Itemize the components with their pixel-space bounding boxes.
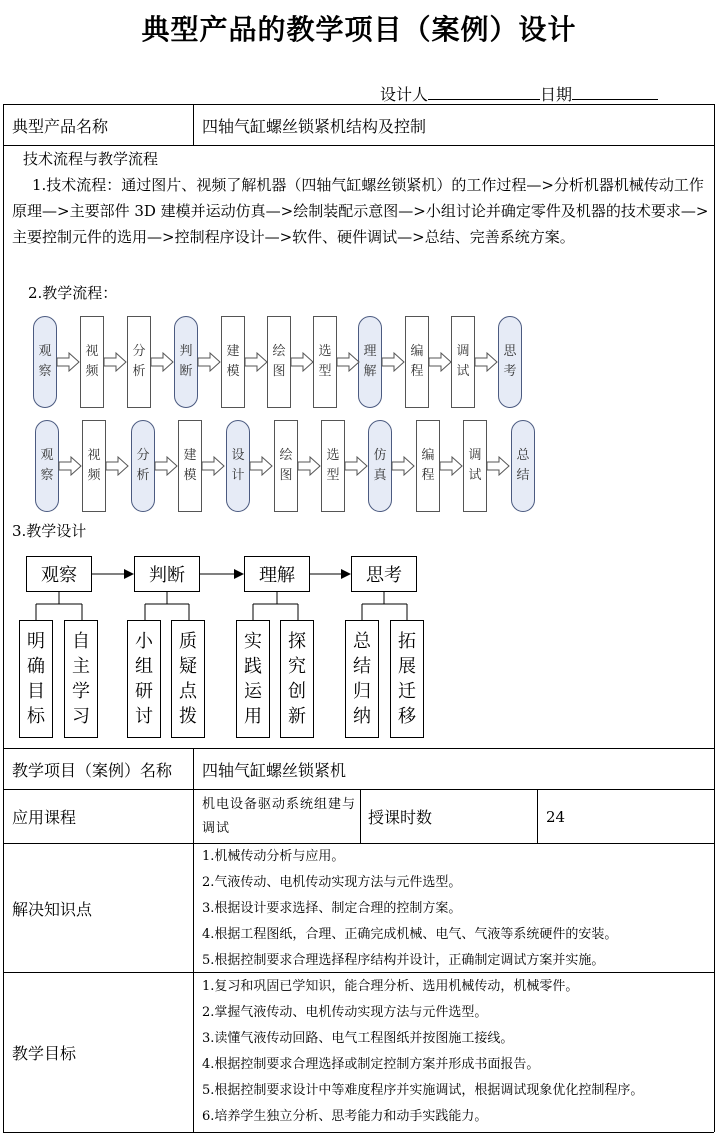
flow-step: 选型 [313, 316, 337, 408]
flow-arrow-row2 [59, 457, 509, 475]
flow-step: 建模 [178, 420, 202, 512]
list-item: 2.气液传动、电机传动实现方法与元件选型。 [202, 875, 462, 890]
flow-step: 编程 [405, 316, 429, 408]
course-label: 应用课程 [12, 808, 77, 827]
list-item: 5.根据控制要求设计中等难度程序并实施调试，根据调试现象优化控制程序。 [202, 1083, 644, 1098]
sub-box: 自主学习 [64, 620, 98, 738]
list-item: 3.根据设计要求选择、制定合理的控制方案。 [202, 901, 462, 916]
product-name-value: 四轴气缸螺丝锁紧机结构及控制 [202, 116, 427, 136]
sub-box: 拓展迁移 [390, 620, 424, 738]
stage-box-judge: 判断 [134, 556, 200, 592]
flow-step: 观察 [33, 316, 57, 408]
flow-step: 视频 [82, 420, 106, 512]
flow-step: 分析 [131, 420, 155, 512]
goals-label: 教学目标 [12, 1044, 77, 1063]
flow-step: 理解 [358, 316, 382, 408]
sub-box: 质疑点拨 [171, 620, 205, 738]
hours-label: 授课时数 [368, 808, 433, 827]
flow-step: 分析 [127, 316, 151, 408]
list-item: 2.掌握气液传动、电机传动实现方法与元件选型。 [202, 1005, 488, 1020]
design-label: 3.教学设计 [12, 522, 87, 540]
product-name-label: 典型产品名称 [12, 116, 109, 136]
design-connectors [0, 540, 718, 620]
hours-value: 24 [546, 807, 566, 826]
sub-box: 小组研讨 [127, 620, 161, 738]
flow-step: 选型 [321, 420, 345, 512]
stage-box-understand: 理解 [244, 556, 310, 592]
stage-box-observe: 观察 [26, 556, 92, 592]
flow-step: 观察 [35, 420, 59, 512]
knowledge-label: 解决知识点 [12, 899, 93, 919]
date-label: 日期 [540, 85, 573, 104]
list-item: 1.复习和巩固已学知识，能合理分析、选用机械传动，机械零件。 [202, 979, 579, 994]
designer-label: 设计人 [380, 85, 429, 104]
page-title: 典型产品的教学项目（案例）设计 [141, 13, 577, 46]
project-name-label: 教学项目（案例）名称 [12, 760, 173, 780]
sub-box: 总结归纳 [345, 620, 379, 738]
flow-step: 视频 [80, 316, 104, 408]
teaching-flow-label: 2.教学流程： [28, 284, 118, 302]
flow-step: 总结 [511, 420, 535, 512]
list-item: 3.读懂气液传动回路、电气工程图纸并按图施工接线。 [202, 1031, 514, 1046]
flow-step: 判断 [174, 316, 198, 408]
stage-box-think: 思考 [351, 556, 417, 592]
flow-arrow-row1 [57, 353, 497, 371]
flow-step: 调试 [463, 420, 487, 512]
list-item: 6.培养学生独立分析、思考能力和动手实践能力。 [202, 1109, 488, 1124]
flow-step: 思考 [498, 316, 522, 408]
section-heading: 技术流程与教学流程 [23, 150, 159, 168]
flow-step: 仿真 [368, 420, 392, 512]
sub-box: 实践运用 [236, 620, 270, 738]
knowledge-list [202, 844, 617, 974]
sub-box: 明确目标 [19, 620, 53, 738]
list-item: 4.根据工程图纸，合理、正确完成机械、电气、气液等系统硬件的安装。 [202, 927, 618, 942]
flow-step: 编程 [416, 420, 440, 512]
flow-step: 建模 [221, 316, 245, 408]
tech-flow-text: 1.技术流程：通过图片、视频了解机器（四轴气缸螺丝锁紧机）的工作过程—>分析机器机械传动工作原理—>主要部件 3D 建模并运动仿真—>绘制装配示意图—>小组讨论并确定零件及机器的技术要求—>主要控制元件的选用—>控制程序设计—>软件、硬件调试—>总结、完善系统方案。 [12, 176, 709, 246]
list-item: 1.机械传动分析与应用。 [202, 849, 345, 864]
flow-step: 设计 [226, 420, 250, 512]
list-item: 4.根据控制要求合理选择或制定控制方案并形成书面报告。 [202, 1057, 540, 1072]
flow-step: 绘图 [274, 420, 298, 512]
flow-step: 调试 [451, 316, 475, 408]
flow-step: 绘图 [267, 316, 291, 408]
list-item: 5.根据控制要求合理选择程序结构并设计，正确制定调试方案并实施。 [202, 953, 605, 968]
project-name-value: 四轴气缸螺丝锁紧机 [202, 760, 347, 780]
course-value: 机电设备驱动系统组建与调试 [202, 796, 357, 836]
sub-box: 探究创新 [280, 620, 314, 738]
goals-list [202, 974, 643, 1130]
flow-arrows [0, 0, 718, 540]
